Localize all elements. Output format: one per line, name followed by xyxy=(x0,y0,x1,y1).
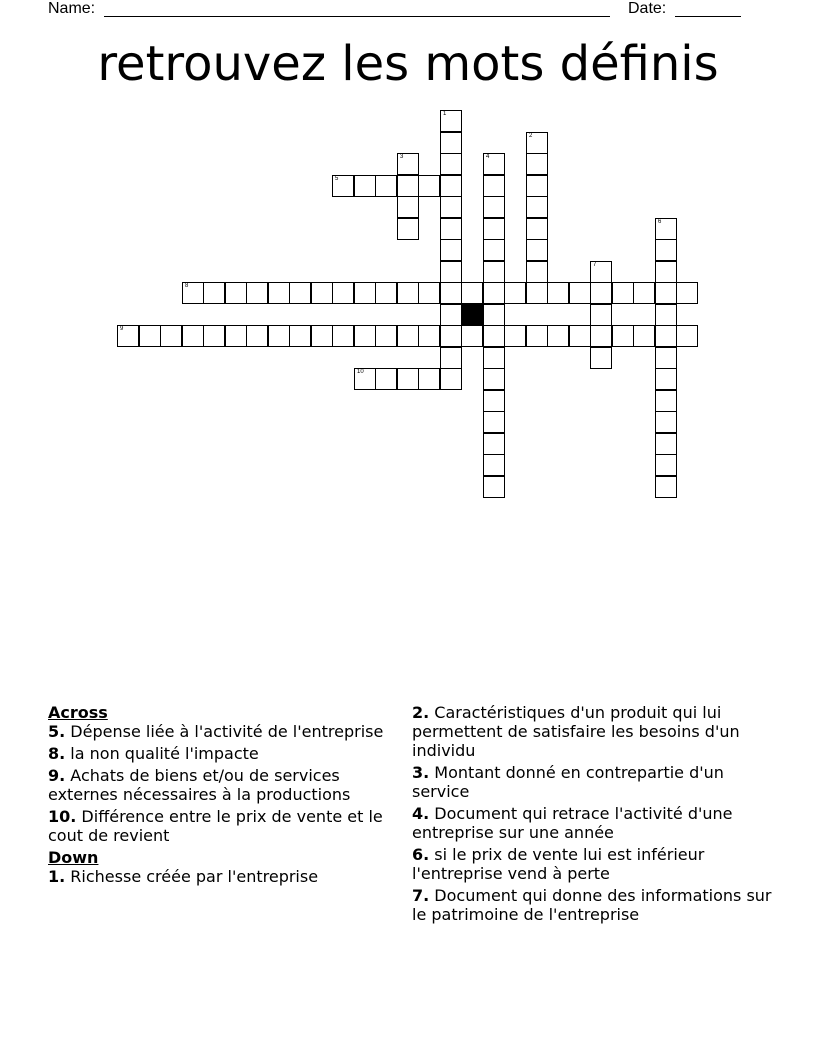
clue-item xyxy=(48,867,388,886)
grid-cell[interactable] xyxy=(676,325,698,347)
grid-cell[interactable] xyxy=(268,325,290,347)
grid-cell[interactable] xyxy=(483,325,505,347)
grid-cell[interactable] xyxy=(655,476,677,498)
grid-cell[interactable] xyxy=(633,325,655,347)
grid-cell[interactable] xyxy=(225,282,247,304)
clue-text: Dépense liée à l'activité de l'entreprise xyxy=(65,722,384,741)
clues-column-right xyxy=(412,703,772,927)
grid-cell[interactable] xyxy=(612,282,634,304)
grid-cell[interactable] xyxy=(483,153,505,175)
grid-cell[interactable] xyxy=(547,282,569,304)
grid-cell[interactable] xyxy=(418,368,440,390)
grid-block-cell xyxy=(461,304,483,326)
grid-cell[interactable] xyxy=(375,325,397,347)
clue-number: 7. xyxy=(412,886,430,905)
grid-cell[interactable] xyxy=(569,282,591,304)
grid-cell[interactable] xyxy=(483,282,505,304)
grid-cell[interactable] xyxy=(203,282,225,304)
grid-cell[interactable] xyxy=(655,454,677,476)
grid-cell[interactable] xyxy=(268,282,290,304)
grid-cell[interactable] xyxy=(590,282,612,304)
grid-cell[interactable] xyxy=(633,282,655,304)
grid-cell[interactable] xyxy=(590,325,612,347)
grid-cell[interactable] xyxy=(526,153,548,175)
grid-cell[interactable] xyxy=(526,132,548,154)
clue-number: 3. xyxy=(412,763,430,782)
grid-cell[interactable] xyxy=(483,261,505,283)
grid-cell[interactable] xyxy=(483,196,505,218)
name-label: Name: xyxy=(48,0,96,17)
clue-text: Montant donné en contrepartie d'un service xyxy=(412,763,724,801)
grid-cell[interactable] xyxy=(676,282,698,304)
clue-number: 10. xyxy=(48,807,77,826)
grid-cell[interactable] xyxy=(526,261,548,283)
clue-text: si le prix de vente lui est inférieur l'entreprise vend à perte xyxy=(412,845,705,883)
grid-cell[interactable] xyxy=(397,153,419,175)
clue-item xyxy=(412,804,772,842)
grid-cell[interactable] xyxy=(397,325,419,347)
grid-cell[interactable] xyxy=(332,175,354,197)
date-label: Date: xyxy=(628,0,667,17)
clue-item xyxy=(412,886,772,924)
clue-number-label: 4 xyxy=(486,154,490,160)
clue-item xyxy=(48,722,388,741)
grid-cell[interactable] xyxy=(289,325,311,347)
clue-text: Achats de biens et/ou de services externes nécessaires à la productions xyxy=(48,766,351,804)
grid-cell[interactable] xyxy=(203,325,225,347)
grid-cell[interactable] xyxy=(440,175,462,197)
grid-cell[interactable] xyxy=(483,433,505,455)
grid-cell[interactable] xyxy=(612,325,634,347)
grid-cell[interactable] xyxy=(655,368,677,390)
crossword-grid xyxy=(0,0,816,520)
grid-cell[interactable] xyxy=(547,325,569,347)
clue-item xyxy=(412,703,772,760)
clue-item xyxy=(48,807,388,845)
grid-cell[interactable] xyxy=(311,325,333,347)
clue-number: 5. xyxy=(48,722,66,741)
grid-cell[interactable] xyxy=(418,325,440,347)
grid-cell[interactable] xyxy=(375,368,397,390)
grid-cell[interactable] xyxy=(655,239,677,261)
clue-number: 9. xyxy=(48,766,66,785)
grid-cell[interactable] xyxy=(440,368,462,390)
grid-cell[interactable] xyxy=(354,282,376,304)
down-clue-list xyxy=(48,867,388,886)
grid-cell[interactable] xyxy=(590,347,612,369)
grid-cell[interactable] xyxy=(655,218,677,240)
grid-cell[interactable] xyxy=(483,368,505,390)
grid-cell[interactable] xyxy=(225,325,247,347)
grid-cell[interactable] xyxy=(504,282,526,304)
clue-number: 1. xyxy=(48,867,66,886)
clue-item xyxy=(412,845,772,883)
clue-text: Caractéristiques d'un produit qui lui permettent de satisfaire les besoins d'un individu xyxy=(412,703,740,760)
grid-cell[interactable] xyxy=(440,347,462,369)
grid-cell[interactable] xyxy=(590,261,612,283)
grid-cell[interactable] xyxy=(440,110,462,132)
clue-number: 2. xyxy=(412,703,430,722)
clue-text: Document qui donne des informations sur le patrimoine de l'entreprise xyxy=(412,886,772,924)
grid-cell[interactable] xyxy=(332,282,354,304)
grid-cell[interactable] xyxy=(418,175,440,197)
clue-number-label: 5 xyxy=(335,176,339,182)
grid-cell[interactable] xyxy=(440,261,462,283)
grid-cell[interactable] xyxy=(483,476,505,498)
grid-cell[interactable] xyxy=(182,282,204,304)
grid-cell[interactable] xyxy=(397,196,419,218)
grid-cell[interactable] xyxy=(440,282,462,304)
grid-cell[interactable] xyxy=(332,325,354,347)
grid-cell[interactable] xyxy=(526,282,548,304)
clue-number: 6. xyxy=(412,845,430,864)
grid-cell[interactable] xyxy=(354,175,376,197)
grid-cell[interactable] xyxy=(655,261,677,283)
clues-column-left xyxy=(48,703,388,889)
clue-number-label: 6 xyxy=(658,219,662,225)
grid-cell[interactable] xyxy=(397,368,419,390)
clue-number-label: 3 xyxy=(400,154,404,160)
grid-cell[interactable] xyxy=(461,325,483,347)
page-title: retrouvez les mots définis xyxy=(97,36,719,92)
grid-cell[interactable] xyxy=(354,368,376,390)
grid-cell[interactable] xyxy=(483,454,505,476)
grid-cell[interactable] xyxy=(440,153,462,175)
grid-cell[interactable] xyxy=(526,325,548,347)
grid-cell[interactable] xyxy=(440,218,462,240)
grid-cell[interactable] xyxy=(655,347,677,369)
down-heading: Down xyxy=(48,848,99,867)
grid-cell[interactable] xyxy=(375,282,397,304)
clue-number-label: 8 xyxy=(185,283,189,289)
grid-cell[interactable] xyxy=(655,325,677,347)
grid-cell[interactable] xyxy=(655,304,677,326)
grid-cell[interactable] xyxy=(139,325,161,347)
clue-text: Document qui retrace l'activité d'une entreprise sur une année xyxy=(412,804,733,842)
grid-cell[interactable] xyxy=(354,325,376,347)
across-heading: Across xyxy=(48,703,108,722)
grid-cell[interactable] xyxy=(590,304,612,326)
clue-number-label: 1 xyxy=(443,111,447,117)
clue-number-label: 7 xyxy=(593,262,597,268)
grid-cell[interactable] xyxy=(504,325,526,347)
grid-cell[interactable] xyxy=(440,239,462,261)
grid-cell[interactable] xyxy=(246,282,268,304)
grid-cell[interactable] xyxy=(655,411,677,433)
grid-cell[interactable] xyxy=(160,325,182,347)
grid-cell[interactable] xyxy=(440,325,462,347)
grid-cell[interactable] xyxy=(440,132,462,154)
grid-cell[interactable] xyxy=(526,175,548,197)
grid-cell[interactable] xyxy=(397,282,419,304)
clue-text: Différence entre le prix de vente et le cout de revient xyxy=(48,807,383,845)
grid-cell[interactable] xyxy=(375,175,397,197)
grid-cell[interactable] xyxy=(397,218,419,240)
grid-cell[interactable] xyxy=(117,325,139,347)
clue-text: la non qualité l'impacte xyxy=(65,744,259,763)
grid-cell[interactable] xyxy=(483,175,505,197)
clue-number-label: 2 xyxy=(529,133,533,139)
grid-cell[interactable] xyxy=(483,239,505,261)
clue-number-label: 10 xyxy=(357,369,364,375)
grid-cell[interactable] xyxy=(483,390,505,412)
down-clue-list-continued xyxy=(412,703,772,924)
grid-cell[interactable] xyxy=(569,325,591,347)
grid-cell[interactable] xyxy=(655,433,677,455)
grid-cell[interactable] xyxy=(182,325,204,347)
grid-cell[interactable] xyxy=(440,196,462,218)
grid-cell[interactable] xyxy=(655,282,677,304)
grid-cell[interactable] xyxy=(311,282,333,304)
clue-number: 8. xyxy=(48,744,66,763)
across-clue-list xyxy=(48,722,388,845)
grid-cell[interactable] xyxy=(526,196,548,218)
grid-cell[interactable] xyxy=(246,325,268,347)
grid-cell[interactable] xyxy=(655,390,677,412)
grid-cell[interactable] xyxy=(418,282,440,304)
clue-number: 4. xyxy=(412,804,430,823)
clue-item xyxy=(48,744,388,763)
grid-cell[interactable] xyxy=(483,347,505,369)
grid-cell[interactable] xyxy=(289,282,311,304)
clue-text: Richesse créée par l'entreprise xyxy=(65,867,319,886)
grid-cell[interactable] xyxy=(461,282,483,304)
grid-cell[interactable] xyxy=(526,218,548,240)
grid-cell[interactable] xyxy=(397,175,419,197)
grid-cell[interactable] xyxy=(440,304,462,326)
grid-cell[interactable] xyxy=(483,304,505,326)
clue-item xyxy=(412,763,772,801)
grid-cell[interactable] xyxy=(483,218,505,240)
grid-cell[interactable] xyxy=(483,411,505,433)
clue-number-label: 9 xyxy=(120,326,124,332)
grid-cell[interactable] xyxy=(526,239,548,261)
clue-item xyxy=(48,766,388,804)
